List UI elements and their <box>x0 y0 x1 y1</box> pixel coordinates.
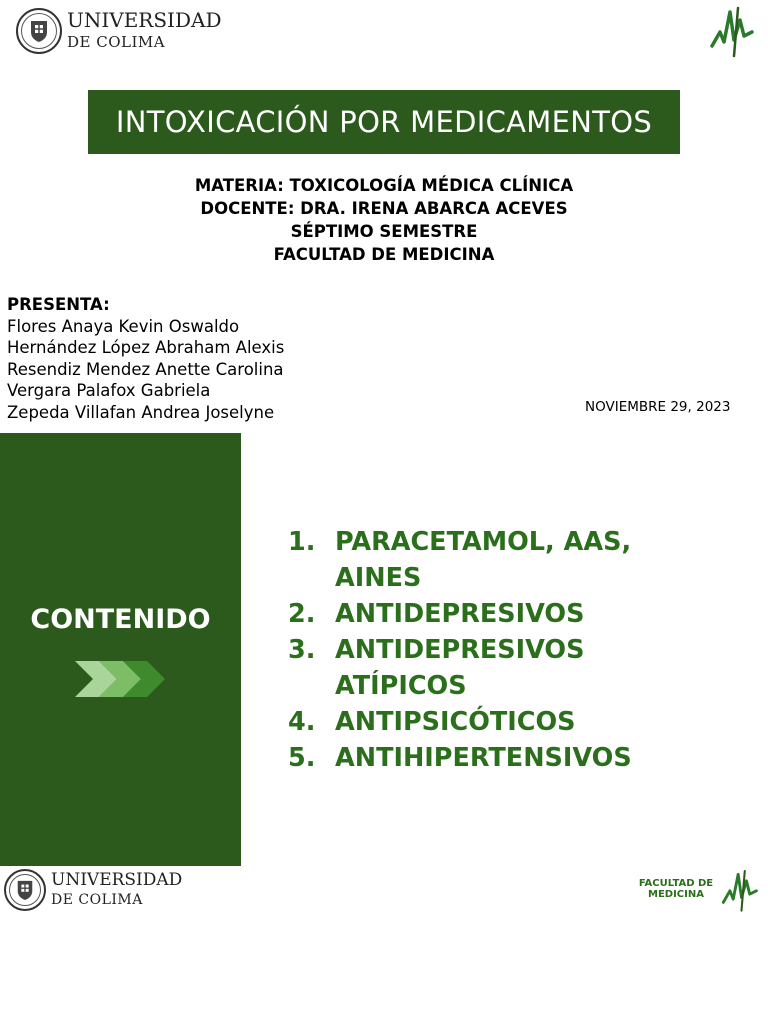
list-item-text: ANTIPSICÓTICOS <box>335 707 576 737</box>
presentation-date: NOVIEMBRE 29, 2023 <box>585 399 731 415</box>
university-name-line1: UNIVERSIDAD <box>67 8 222 32</box>
presenter-name: Flores Anaya Kevin Oswaldo <box>7 316 240 336</box>
university-logo <box>16 8 221 54</box>
contents-list <box>288 524 655 776</box>
list-item <box>288 524 655 596</box>
title-banner <box>88 90 680 154</box>
chevrons-icon <box>73 660 167 702</box>
presenter-name: Zepeda Villafan Andrea Joselyne <box>7 402 275 422</box>
presenter-name: Hernández López Abraham Alexis <box>7 338 285 357</box>
faculty-label-line2: MEDICINA <box>648 889 704 900</box>
list-item-number: 2. <box>288 599 316 629</box>
list-item-number: 4. <box>288 707 316 737</box>
facultad-text: FACULTAD DE MEDICINA <box>273 245 495 264</box>
contenido-heading: CONTENIDO <box>30 604 211 635</box>
list-item-text: ANTIDEPRESIVOS <box>335 599 585 629</box>
university-seal-icon <box>16 8 62 54</box>
page-title: INTOXICACIÓN POR MEDICAMENTOS <box>115 105 653 139</box>
list-item-text: ANTIHIPERTENSIVOS <box>335 743 632 773</box>
presenter-name: Resendiz Mendez Anette Carolina <box>7 359 284 379</box>
footer-university-line1: UNIVERSIDAD <box>51 870 183 890</box>
list-item <box>288 704 655 740</box>
list-item <box>288 740 655 776</box>
faculty-label-line1: FACULTAD DE <box>638 878 714 889</box>
course-info <box>0 174 768 266</box>
list-item-number: 1. <box>288 527 316 557</box>
materia-text: MATERIA: TOXICOLOGÍA MÉDICA CLÍNICA <box>194 176 574 195</box>
list-item-number: 3. <box>288 635 316 665</box>
list-item-number: 5. <box>288 743 316 773</box>
list-item <box>288 596 655 632</box>
presenters-block <box>7 294 284 423</box>
footer-university-name <box>51 870 182 910</box>
faculty-label <box>636 878 716 900</box>
university-name <box>67 9 221 53</box>
presenta-heading: PRESENTA: <box>7 295 110 314</box>
footer-medicine-logo-icon <box>720 866 758 918</box>
footer-university-logo <box>4 869 182 911</box>
university-name-line2: DE COLIMA <box>67 33 166 51</box>
docente-text: DOCENTE: DRA. IRENA ABARCA ACEVES <box>200 199 568 218</box>
semestre-text: SÉPTIMO SEMESTRE <box>290 222 478 241</box>
footer-university-line2: DE COLIMA <box>51 892 143 908</box>
medicine-logo-icon <box>708 2 754 64</box>
contenido-panel <box>0 433 241 866</box>
presenter-name: Vergara Palafox Gabriela <box>7 381 211 400</box>
list-item <box>288 632 655 704</box>
list-item-text: ANTIDEPRESIVOS ATÍPICOS <box>335 635 585 701</box>
university-seal-icon <box>4 869 46 911</box>
list-item-text: PARACETAMOL, AAS, AINES <box>335 527 632 593</box>
